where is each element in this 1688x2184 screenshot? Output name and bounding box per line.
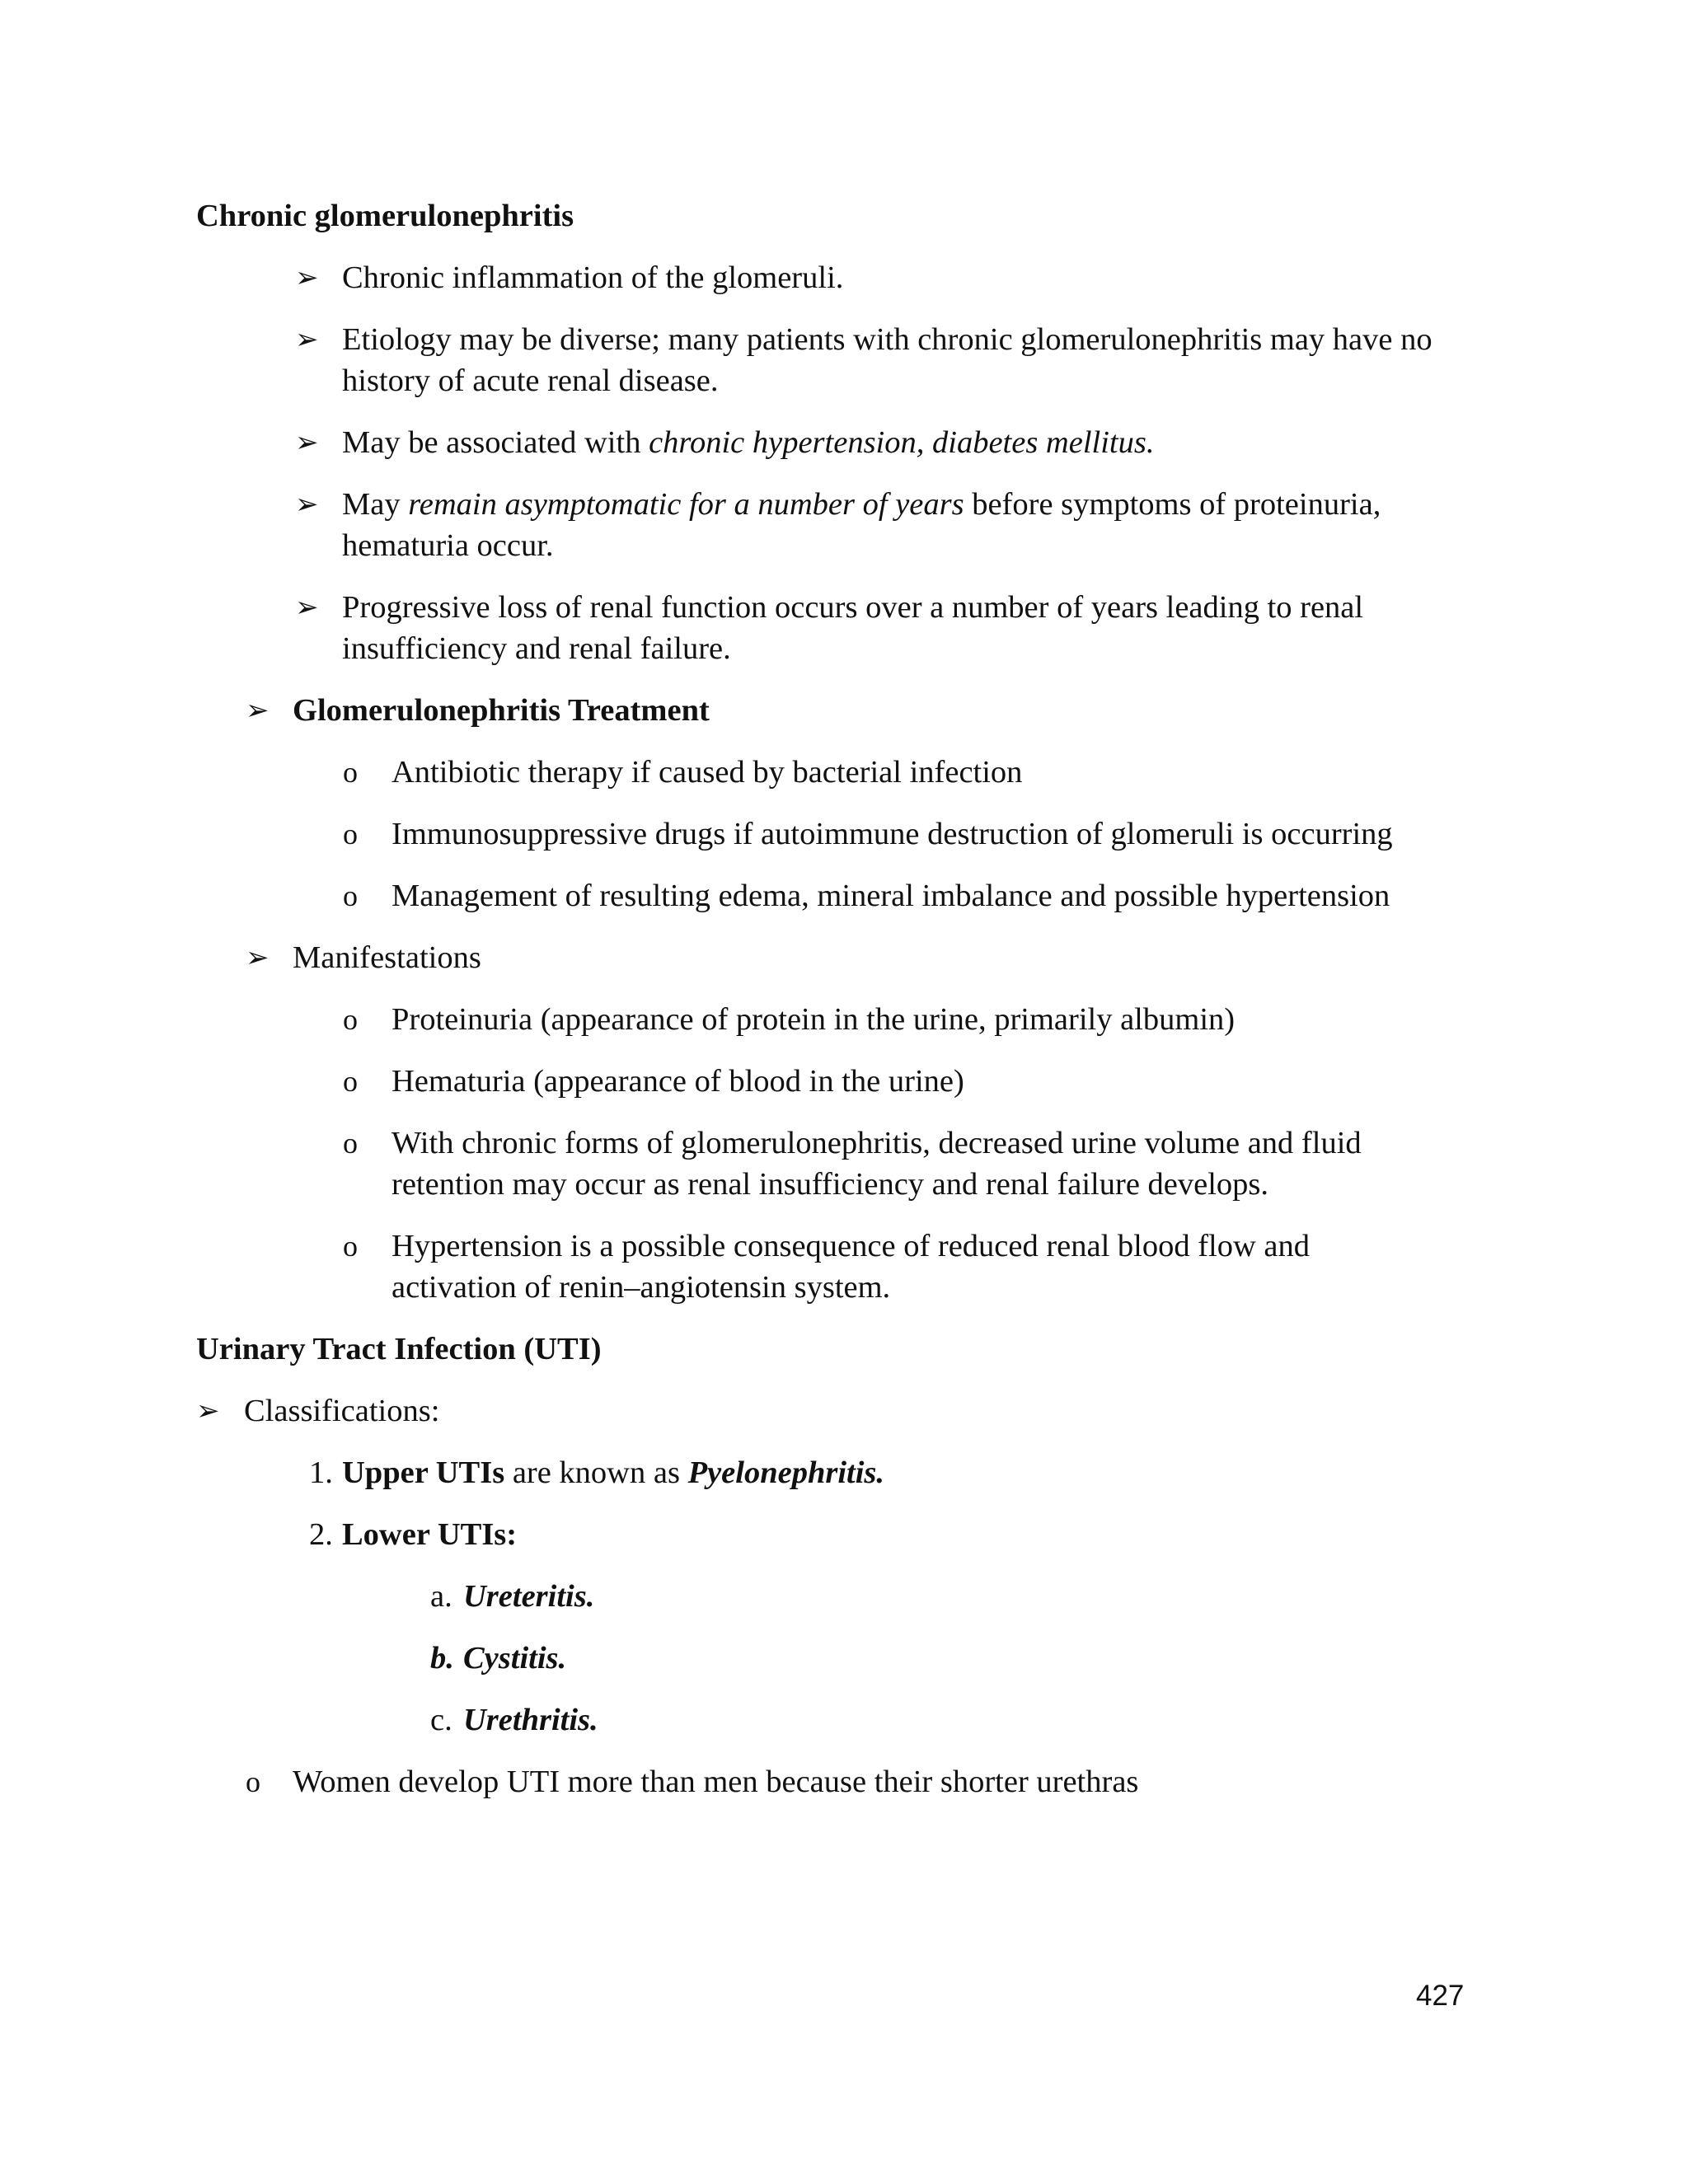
list-letter-italic: b.	[430, 1641, 454, 1675]
bullet-text-continuation: history of acute renal disease.	[342, 363, 719, 398]
bullet-text	[342, 422, 1154, 463]
circle-bullet-icon: o	[246, 1765, 260, 1798]
lower-uti-term: Ureteritis.	[463, 1579, 595, 1614]
upper-uti-text: are known as	[504, 1455, 688, 1490]
manifestation-item: Hematuria (appearance of blood in the urine)	[392, 1064, 964, 1099]
bullet-text-italic: chronic hypertension, diabetes mellitus.	[649, 425, 1155, 460]
circle-bullet-icon: o	[343, 818, 358, 851]
women-note: Women develop UTI more than men because their shorter urethras	[293, 1765, 1139, 1799]
bullet-text-continuation: hematuria occur.	[342, 528, 554, 563]
arrow-bullet-icon: ➢	[295, 426, 319, 459]
section-heading-uti: Urinary Tract Infection (UTI)	[196, 1332, 602, 1366]
bullet-text-plain: May	[342, 487, 409, 522]
treatment-heading: Glomerulonephritis Treatment	[293, 693, 710, 728]
circle-bullet-icon: o	[343, 1003, 358, 1036]
manifestation-item: Proteinuria (appearance of protein in the urine, primarily albumin)	[392, 1002, 1236, 1037]
treatment-item: Management of resulting edema, mineral imbalance and possible hypertension	[392, 879, 1390, 913]
lower-uti-label: Lower UTIs:	[342, 1517, 518, 1552]
section-heading-chronic-glomerulonephritis: Chronic glomerulonephritis	[196, 199, 574, 233]
circle-bullet-icon: o	[343, 756, 358, 789]
arrow-bullet-icon: ➢	[295, 261, 319, 294]
circle-bullet-icon: o	[343, 1127, 358, 1160]
lower-uti-term: Cystitis.	[463, 1641, 567, 1675]
circle-bullet-icon: o	[343, 879, 358, 912]
manifestation-item: With chronic forms of glomerulonephritis, decreased urine volume and fluid	[392, 1126, 1362, 1160]
manifestation-item-continuation: activation of renin–angiotensin system.	[392, 1270, 891, 1305]
manifestations-heading: Manifestations	[293, 940, 481, 975]
list-number: 1.	[309, 1455, 333, 1490]
bullet-text-plain: before symptoms of proteinuria,	[964, 487, 1381, 522]
upper-uti-item	[342, 1452, 884, 1493]
circle-bullet-icon: o	[343, 1065, 358, 1098]
arrow-bullet-icon: ➢	[295, 488, 319, 521]
upper-uti-label: Upper UTIs	[342, 1455, 505, 1490]
arrow-bullet-icon: ➢	[246, 941, 270, 974]
treatment-item: Immunosuppressive drugs if autoimmune destruction of glomeruli is occurring	[392, 817, 1393, 851]
list-number: 2.	[309, 1517, 333, 1552]
lower-uti-subitem	[463, 1638, 566, 1679]
circle-bullet-icon: o	[343, 1230, 358, 1263]
arrow-bullet-icon: ➢	[295, 591, 319, 624]
lower-uti-term: Urethritis.	[463, 1703, 598, 1737]
lower-uti-subitem	[463, 1699, 598, 1741]
bullet-text	[342, 484, 1381, 525]
upper-uti-term: Pyelonephritis.	[687, 1455, 885, 1490]
arrow-bullet-icon: ➢	[246, 694, 270, 727]
lower-uti-subitem	[463, 1576, 594, 1617]
classifications-heading: Classifications:	[244, 1394, 440, 1428]
bullet-text: Progressive loss of renal function occurs over a number of years leading to renal	[342, 590, 1364, 625]
manifestation-item-continuation: retention may occur as renal insufficiency and renal failure develops.	[392, 1167, 1269, 1202]
manifestation-item: Hypertension is a possible consequence of reduced renal blood flow and	[392, 1229, 1311, 1263]
bullet-text: Etiology may be diverse; many patients with chronic glomerulonephritis may have no	[342, 322, 1432, 357]
treatment-item: Antibiotic therapy if caused by bacterial infection	[392, 755, 1023, 790]
page-number: 427	[1416, 1980, 1465, 2012]
bullet-text-continuation: insufficiency and renal failure.	[342, 631, 731, 666]
list-letter: a.	[430, 1579, 452, 1614]
arrow-bullet-icon: ➢	[196, 1394, 220, 1427]
list-letter	[430, 1638, 454, 1679]
bullet-text: Chronic inflammation of the glomeruli.	[342, 260, 844, 295]
bullet-text-plain: May be associated with	[342, 425, 649, 460]
list-letter: c.	[430, 1703, 452, 1737]
arrow-bullet-icon: ➢	[295, 323, 319, 356]
bullet-text-italic: remain asymptomatic for a number of years	[408, 487, 964, 522]
